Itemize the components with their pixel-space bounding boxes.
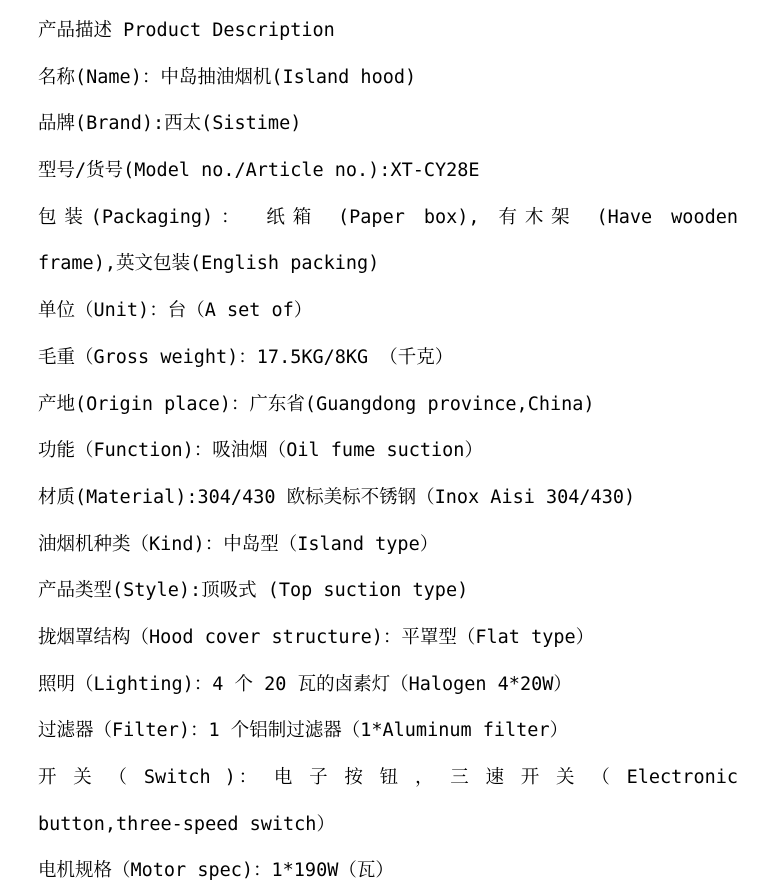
style-line: 产品类型(Style):顶吸式 (Top suction type): [38, 580, 469, 602]
product-description-document: [38, 8, 738, 895]
hood-cover-line: 拢烟罩结构（Hood cover structure)：平罩型（Flat type）: [38, 626, 595, 648]
unit-line: 单位（Unit)：台（A set of）: [38, 300, 313, 322]
material-line: 材质(Material):304/430 欧标美标不锈钢（Inox Aisi 304/430): [38, 486, 636, 508]
gross-weight-line: 毛重（Gross weight)：17.5KG/8KG （千克）: [38, 346, 454, 368]
packaging-line-continued: frame),英文包装(English packing): [38, 253, 380, 275]
function-line: 功能（Function)：吸油烟（Oil fume suction）: [38, 440, 483, 462]
brand-line: 品牌(Brand):西太(Sistime): [38, 113, 302, 135]
model-line: 型号/货号(Model no./Article no.):XT-CY28E: [38, 160, 480, 182]
origin-line: 产地(Origin place)：广东省(Guangdong province,China): [38, 393, 595, 415]
lighting-line: 照明（Lighting)：4 个 20 瓦的卤素灯（Halogen 4*20W）: [38, 673, 572, 695]
name-line: 名称(Name)：中岛抽油烟机(Island hood): [38, 66, 417, 88]
kind-line: 油烟机种类（Kind)：中岛型（Island type）: [38, 533, 439, 555]
switch-line: 开 关 （ Switch )： 电 子 按 钮 ， 三 速 开 关 （ Electronic: [38, 767, 738, 788]
motor-spec-line: 电机规格（Motor spec)：1*190W（瓦）: [38, 860, 394, 882]
filter-line: 过滤器（Filter)：1 个铝制过滤器（1*Aluminum filter）: [38, 720, 569, 742]
section-heading: 产品描述 Product Description: [38, 20, 335, 41]
switch-line-continued: button,three-speed switch）: [38, 813, 335, 835]
packaging-line: 包装(Packaging)： 纸箱 (Paper box), 有木架 (Have wooden: [38, 206, 738, 228]
